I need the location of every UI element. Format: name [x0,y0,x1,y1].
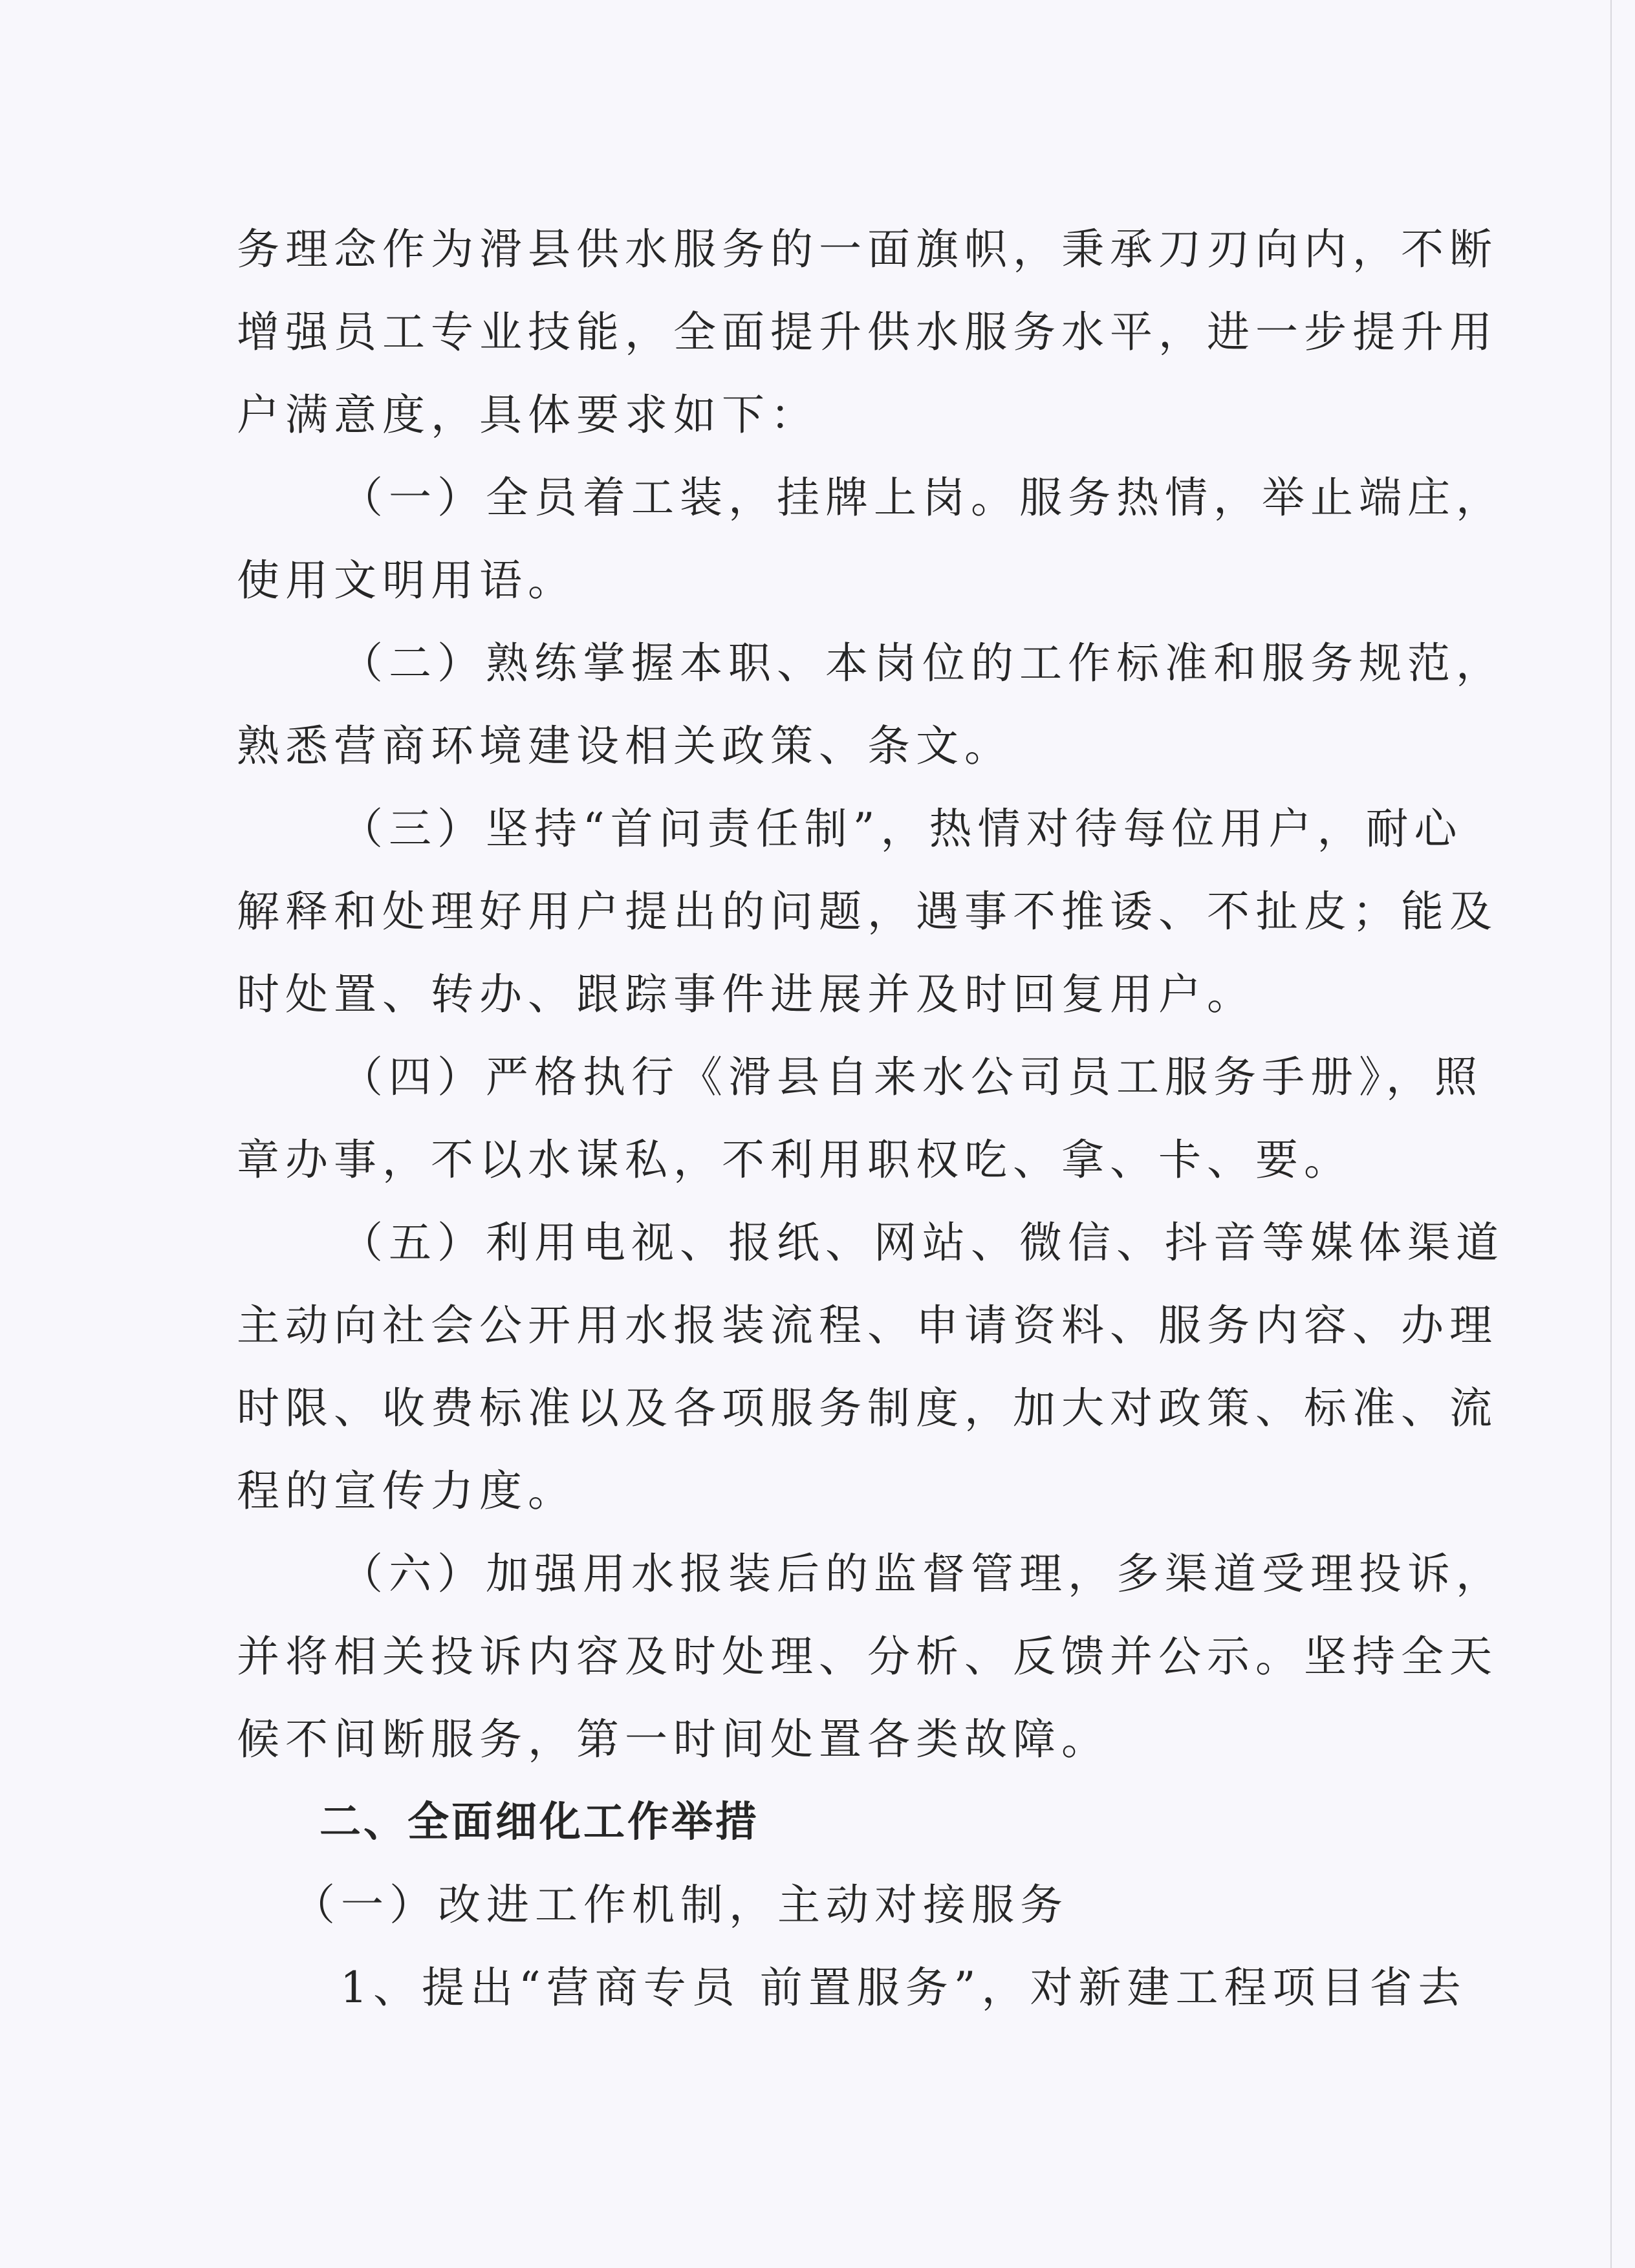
paragraph-line: 增强员工专业技能，全面提升供水服务水平，进一步提升用 [237,307,1498,357]
document-body [237,208,1504,2029]
requirement-3-line-1: （三）坚持“首问责任制”，热情对待每位用户，耐心 [340,804,1463,854]
requirement-5-line-1: （五）利用电视、报纸、网站、微信、抖音等媒体渠道 [340,1218,1504,1268]
section-heading: 二、全面细化工作举措 [319,1798,759,1846]
requirement-1-line-2: 使用文明用语。 [237,556,576,605]
requirement-6-line-1: （六）加强用水报装后的监督管理，多渠道受理投诉， [340,1549,1504,1599]
requirement-4-line-2: 章办事，不以水谋私，不利用职权吃、拿、卡、要。 [237,1135,1352,1185]
paragraph-line: 务理念作为滑县供水服务的一面旗帜，秉承刀刃向内，不断 [237,224,1498,274]
requirement-2-line-2: 熟悉营商环境建设相关政策、条文。 [237,721,1013,771]
paragraph-line: 户满意度，具体要求如下： [237,390,819,440]
subsection-heading: （一）改进工作机制，主动对接服务 [292,1880,1068,1930]
requirement-5-line-4: 程的宣传力度。 [237,1466,576,1516]
requirement-3-line-2: 解释和处理好用户提出的问题，遇事不推诿、不扯皮；能及 [237,887,1498,936]
requirement-4-line-1: （四）严格执行《滑县自来水公司员工服务手册》，照 [340,1052,1483,1102]
requirement-5-line-2: 主动向社会公开用水报装流程、申请资料、服务内容、办理 [237,1301,1498,1350]
requirement-1-line-1: （一）全员着工装，挂牌上岗。服务热情，举止端庄， [340,473,1504,523]
requirement-3-line-3: 时处置、转办、跟踪事件进展并及时回复用户。 [237,969,1255,1019]
scan-edge-line [1610,0,1612,2268]
requirement-6-line-3: 候不间断服务，第一时间处置各类故障。 [237,1714,1110,1764]
requirement-6-line-2: 并将相关投诉内容及时处理、分析、反馈并公示。坚持全天 [237,1632,1498,1681]
requirement-2-line-1: （二）熟练掌握本职、本岗位的工作标准和服务规范， [340,638,1504,688]
measure-1-line-1: 1、提出“营商专员 前置服务”，对新建工程项目省去 [340,1963,1467,2013]
requirement-5-line-3: 时限、收费标准以及各项服务制度，加大对政策、标准、流 [237,1383,1498,1433]
